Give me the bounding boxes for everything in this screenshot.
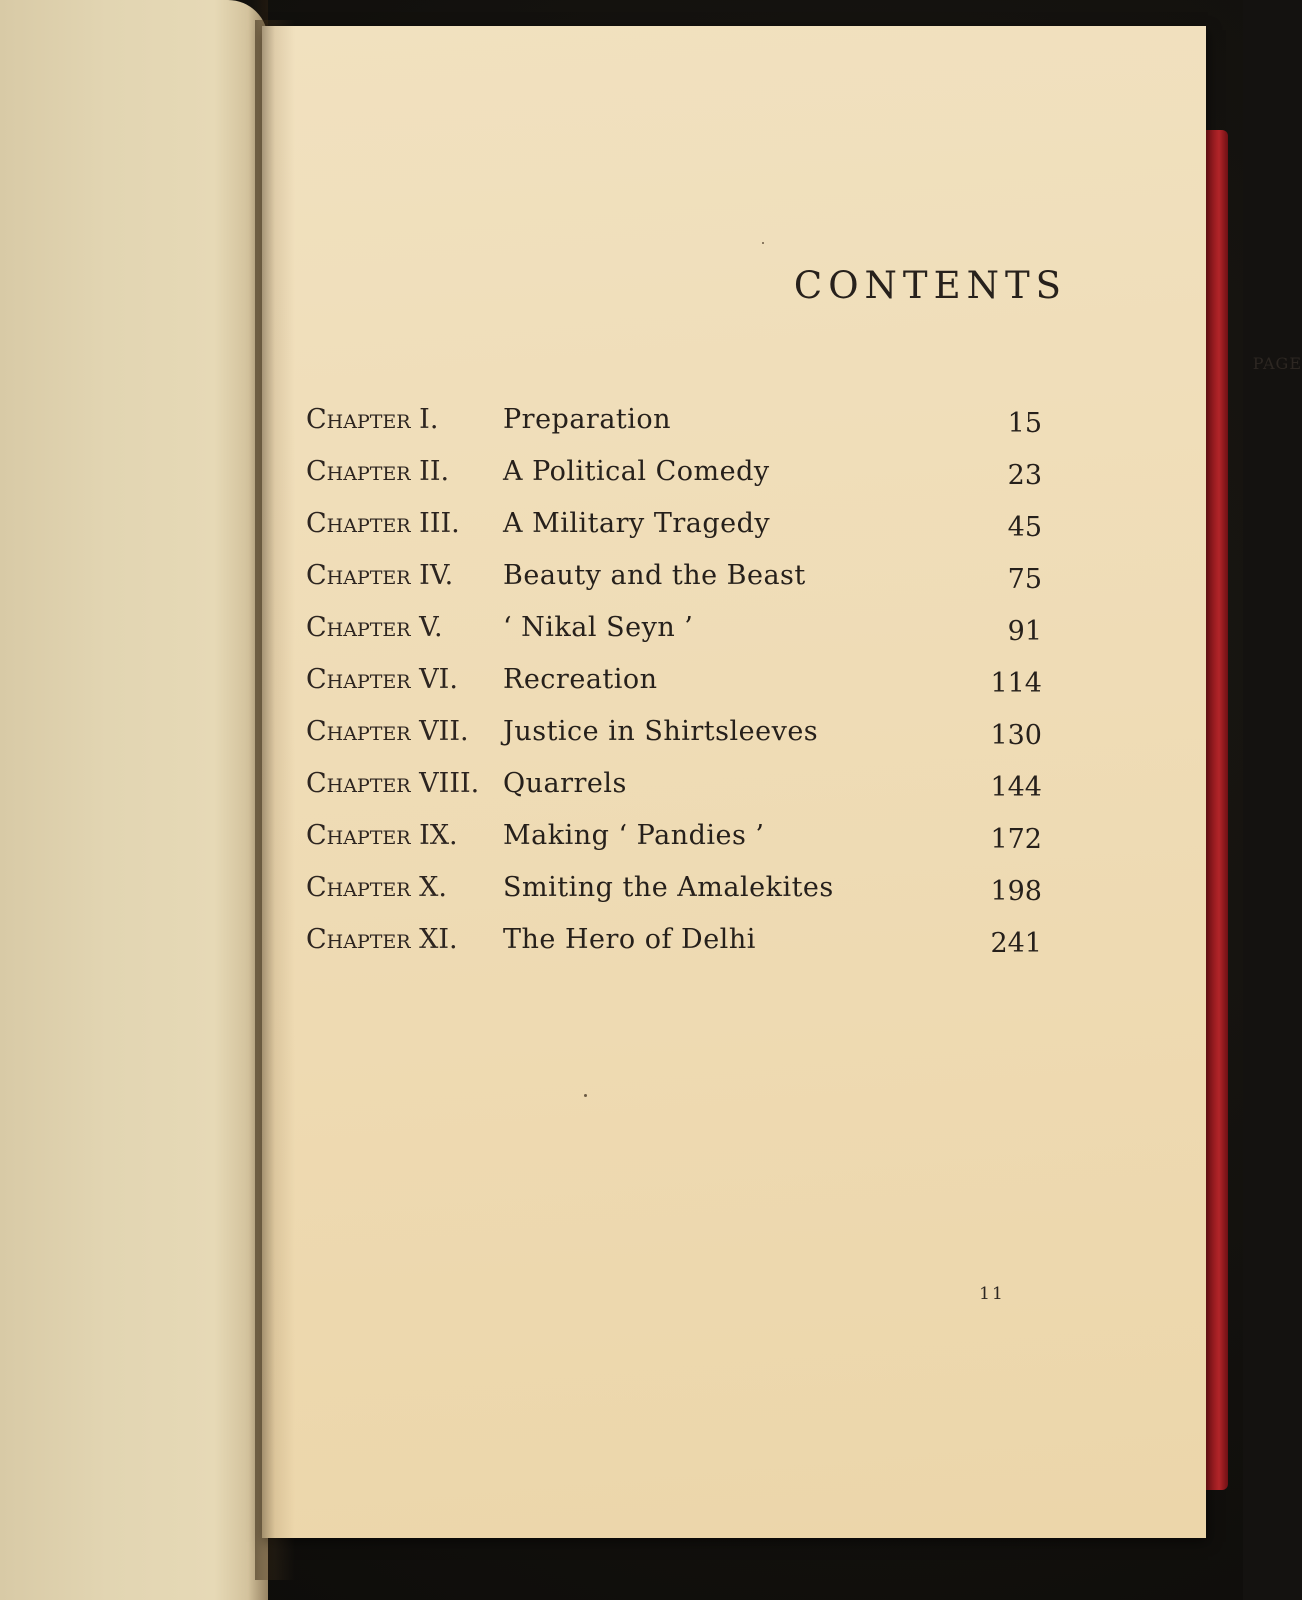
- chapter-title: Smiting the Amalekites: [503, 872, 834, 903]
- chapter-title: A Political Comedy: [503, 456, 770, 487]
- chapter-title: ‘ Nikal Seyn ’: [503, 612, 694, 643]
- chapter-page-number: 114: [990, 668, 1042, 699]
- toc-entry: [306, 872, 1042, 924]
- chapter-number: Chapter X.: [306, 872, 447, 903]
- chapter-number: Chapter II.: [306, 456, 450, 487]
- facing-left-page: [0, 0, 268, 1600]
- page-number: [262, 1284, 1062, 1304]
- chapter-page-number: 198: [990, 876, 1042, 907]
- toc-entry: [306, 508, 1042, 560]
- chapter-number: Chapter V.: [306, 612, 443, 643]
- toc-entry: [306, 560, 1042, 612]
- toc-entry: [306, 768, 1042, 820]
- chapter-page-number: 172: [990, 824, 1042, 855]
- toc-entry: [306, 456, 1042, 508]
- page-title: CONTENTS: [793, 264, 1067, 307]
- toc-entry: [306, 404, 1042, 456]
- paper-speck: [584, 1094, 587, 1097]
- table-of-contents: [306, 404, 1042, 976]
- chapter-title: Quarrels: [503, 768, 627, 799]
- chapter-page-number: 91: [1007, 616, 1042, 647]
- chapter-title: The Hero of Delhi: [503, 924, 756, 955]
- paper-speck: [762, 242, 764, 244]
- chapter-title: Recreation: [503, 664, 658, 695]
- chapter-page-number: 75: [1007, 564, 1042, 595]
- chapter-title: Making ‘ Pandies ’: [503, 820, 765, 851]
- chapter-title: Preparation: [503, 404, 672, 435]
- chapter-number: Chapter IV.: [306, 560, 454, 591]
- contents-page: [262, 26, 1302, 1538]
- toc-entry: [306, 664, 1042, 716]
- chapter-title: A Military Tragedy: [503, 508, 771, 539]
- chapter-page-number: 45: [1007, 512, 1042, 543]
- chapter-number: Chapter III.: [306, 508, 460, 539]
- chapter-page-number: 130: [990, 720, 1042, 751]
- chapter-number: Chapter IX.: [306, 820, 458, 851]
- chapter-number: Chapter XI.: [306, 924, 458, 955]
- chapter-page-number: 241: [990, 928, 1042, 959]
- gutter-shadow: [255, 20, 295, 1580]
- chapter-number: Chapter VI.: [306, 664, 458, 695]
- chapter-number: Chapter I.: [306, 404, 439, 435]
- chapter-number: Chapter VIII.: [306, 768, 480, 799]
- toc-entry: [306, 924, 1042, 976]
- toc-entry: [306, 716, 1042, 768]
- chapter-number: Chapter VII.: [306, 716, 469, 747]
- chapter-page-number: 144: [990, 772, 1042, 803]
- folio-number: 11: [979, 1284, 1005, 1304]
- page-column-label: PAGE: [1252, 354, 1302, 373]
- toc-entry: [306, 612, 1042, 664]
- chapter-page-number: 15: [1007, 408, 1042, 439]
- chapter-page-number: 23: [1007, 460, 1042, 491]
- toc-entry: [306, 820, 1042, 872]
- chapter-title: Beauty and the Beast: [503, 560, 806, 591]
- chapter-title: Justice in Shirtsleeves: [503, 716, 819, 747]
